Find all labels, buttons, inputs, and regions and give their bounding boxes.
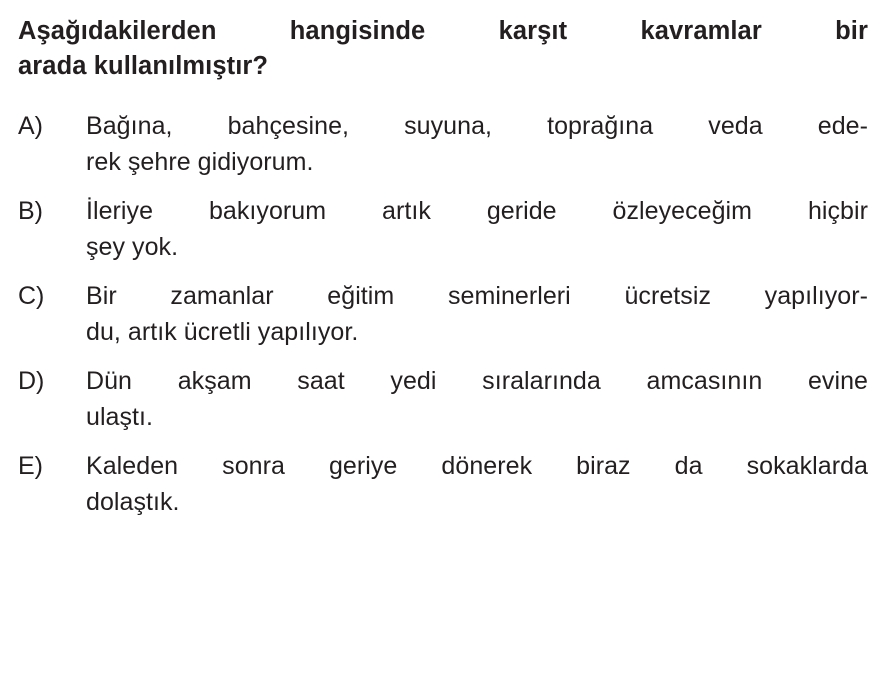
- option-d-line-2: ulaştı.: [86, 402, 154, 431]
- option-e-letter: E): [18, 452, 43, 481]
- option-c-line-1: Bir zamanlar eğitim seminerleri ücretsiz yapılıyor-: [86, 282, 868, 311]
- option-b-letter: B): [18, 197, 43, 226]
- option-d-line-1: Dün akşam saat yedi sıralarında amcasının evine: [86, 367, 868, 396]
- option-b-line-2: şey yok.: [86, 232, 179, 261]
- option-c-text: [86, 279, 868, 350]
- option-a[interactable]: [18, 109, 868, 180]
- question-stem: [18, 14, 868, 83]
- question-stem-line-2: arada kullanılmıştır?: [18, 51, 269, 80]
- option-c-line-2: du, artık ücretli yapılıyor.: [86, 317, 359, 346]
- question-stem-line-1: Aşağıdakilerden hangisinde karşıt kavramlar bir: [18, 17, 868, 45]
- option-b-text: [86, 194, 868, 265]
- option-a-letter: A): [18, 112, 43, 141]
- option-a-text: [86, 109, 868, 180]
- option-d[interactable]: [18, 364, 868, 435]
- option-d-text: [86, 364, 868, 435]
- option-b-line-1: İleriye bakıyorum artık geride özleyeceğim hiçbir: [86, 197, 868, 226]
- option-a-line-1: Bağına, bahçesine, suyuna, toprağına veda ede-: [86, 112, 868, 141]
- option-a-line-2: rek şehre gidiyorum.: [86, 147, 314, 176]
- option-e-text: [86, 449, 868, 520]
- option-c[interactable]: [18, 279, 868, 350]
- option-b[interactable]: [18, 194, 868, 265]
- option-d-letter: D): [18, 367, 45, 396]
- option-e-line-1: Kaleden sonra geriye dönerek biraz da sokaklarda: [86, 452, 868, 481]
- answer-options-list: [18, 109, 868, 520]
- option-e[interactable]: [18, 449, 868, 520]
- option-c-letter: C): [18, 282, 45, 311]
- option-e-line-2: dolaştık.: [86, 487, 180, 516]
